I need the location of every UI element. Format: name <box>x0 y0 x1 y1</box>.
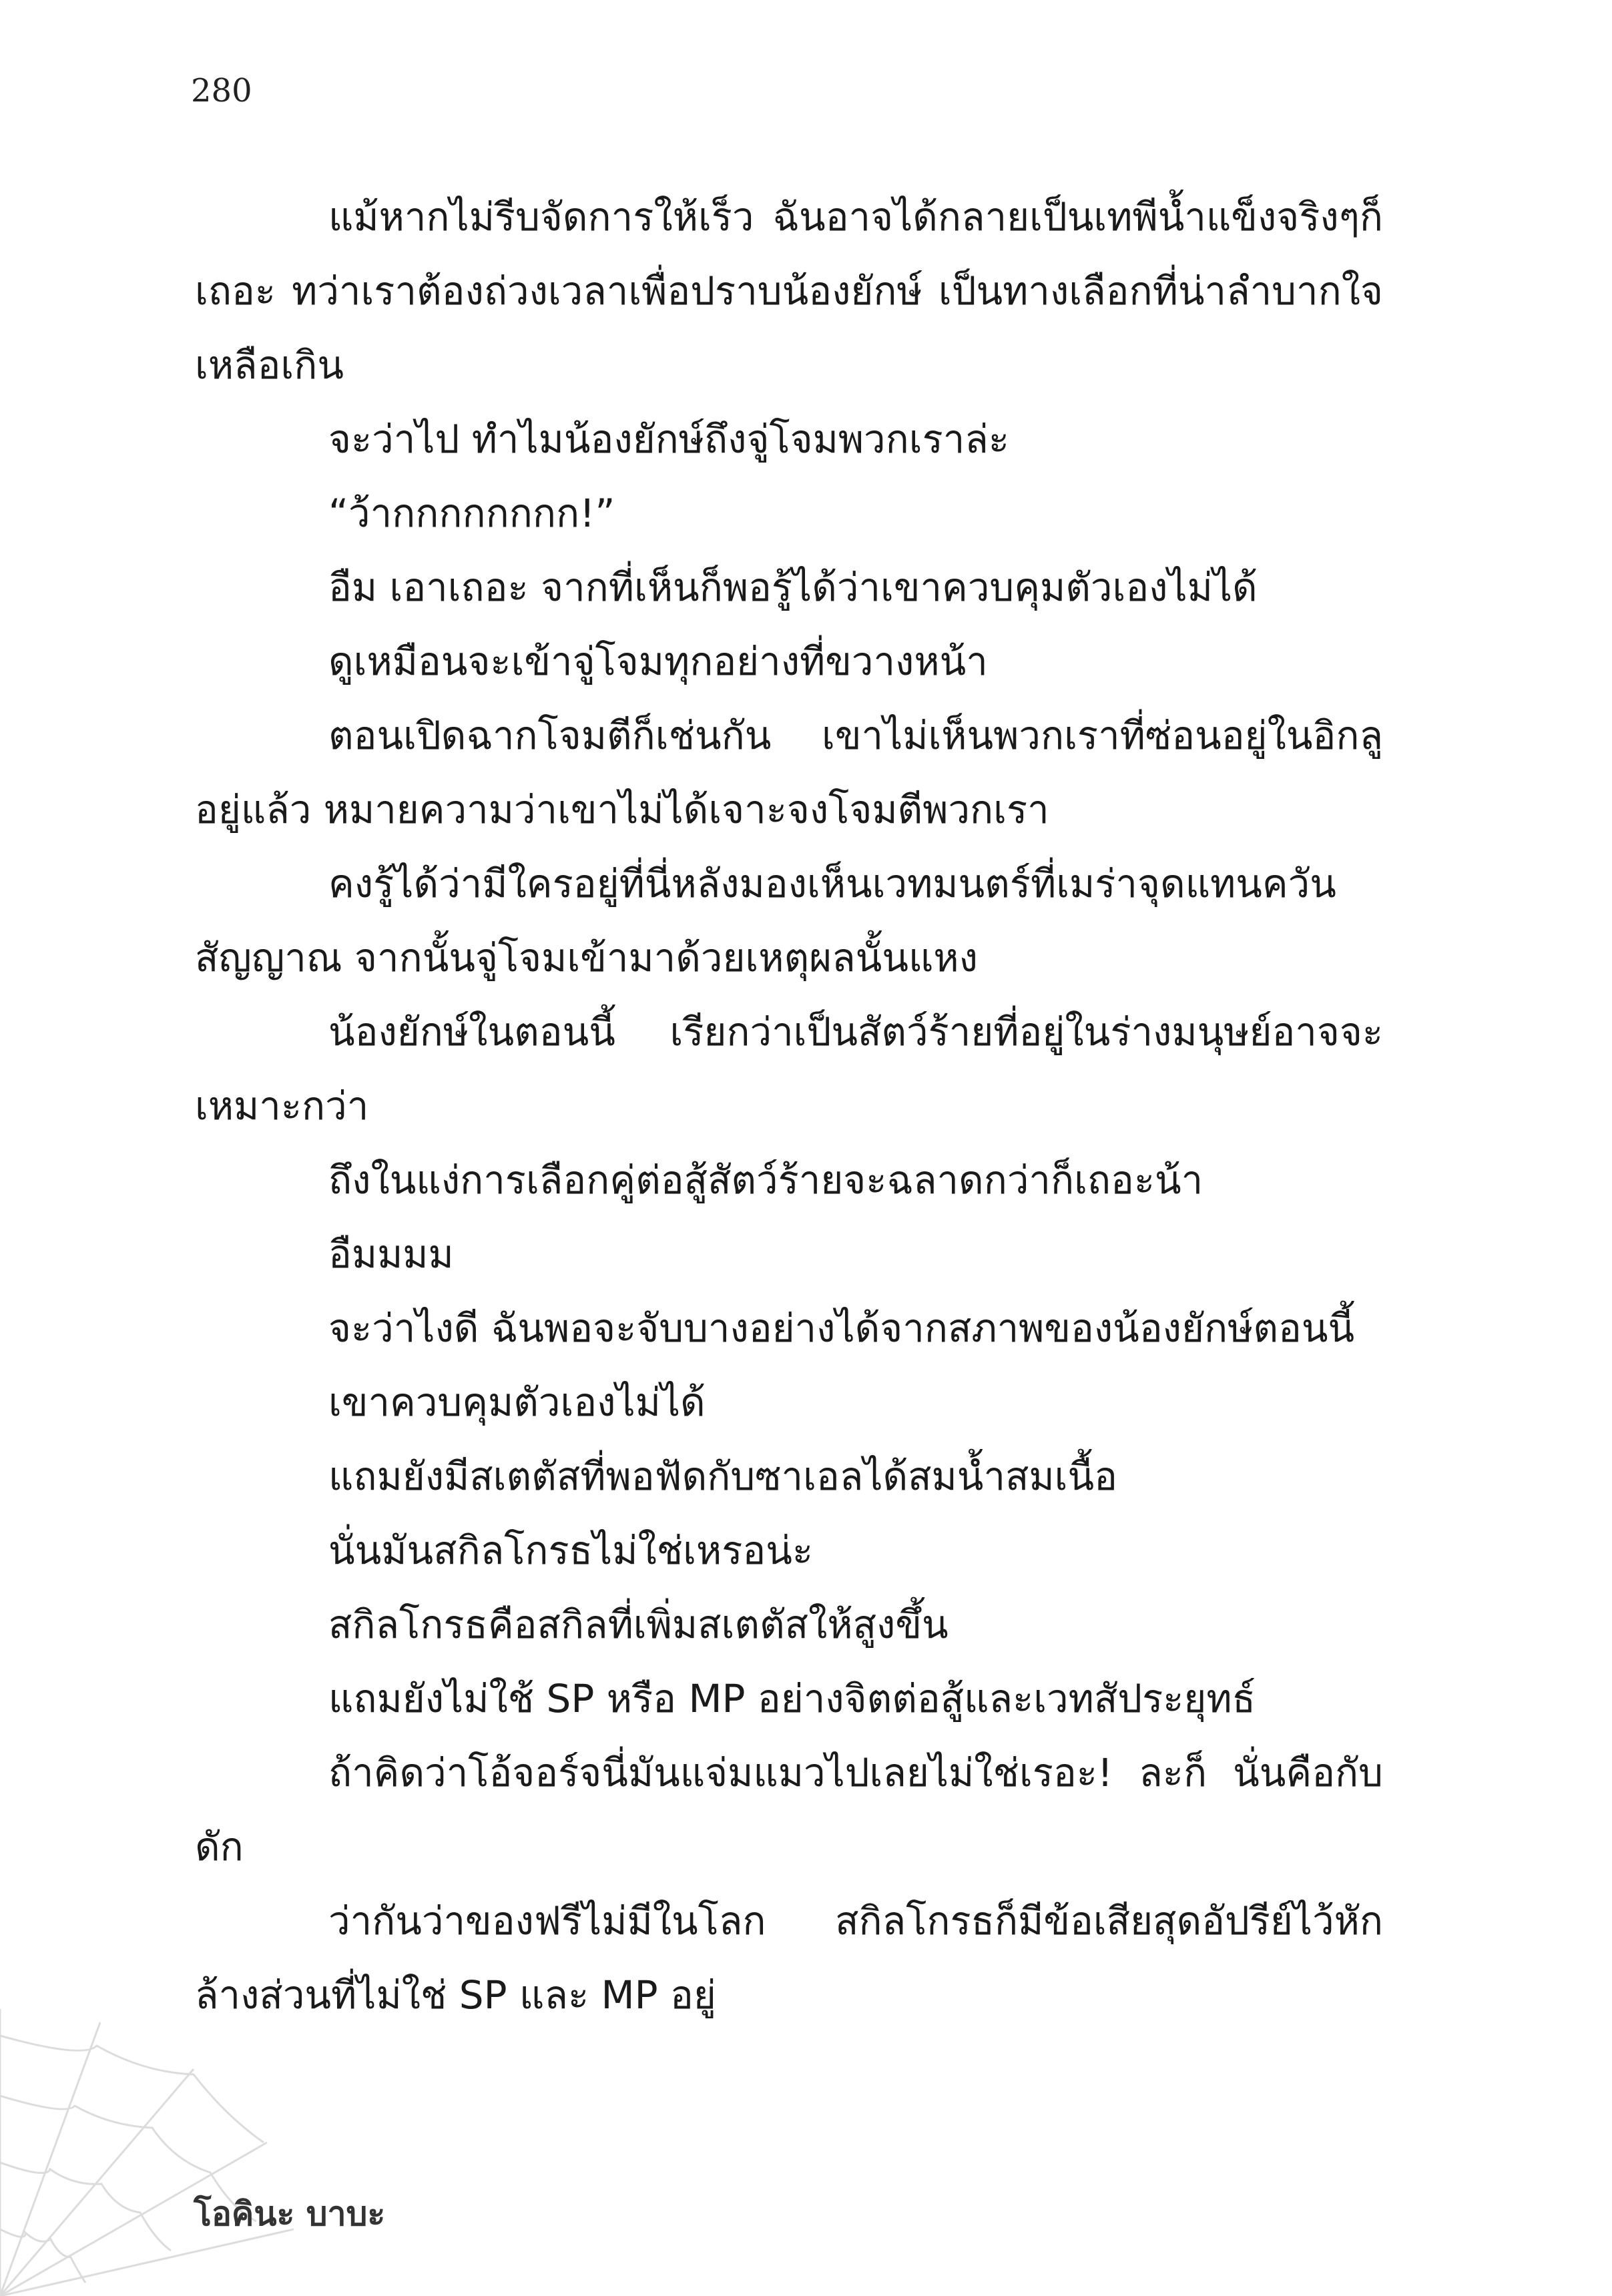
paragraph: แถมยังไม่ใช้ SP หรือ MP อย่างจิตต่อสู้และเวทสัประยุทธ์ <box>328 1676 1256 1721</box>
paragraph: แถมยังมีสเตตัสที่พอฟัดกับซาเอลได้สมน้ำสมเนื้อ <box>328 1454 1117 1499</box>
paragraph: แม้หากไม่รีบจัดการให้เร็ว ฉันอาจได้กลายเป็นเทพีน้ำแข็งจริงๆก็เถอะ ทว่าเราต้องถ่วงเวลาเพื่อปราบน้องยักษ์ เป็นทางเลือกที่น่าลำบากใจเหลือเกิน <box>195 194 1383 388</box>
paragraph: ว่ากันว่าของฟรีไม่มีในโลก สกิลโกรธก็มีข้อเสียสุดอัปรีย์ไว้หักล้างส่วนที่ไม่ใช่ SP และ MP อยู่ <box>195 1898 1383 2018</box>
paragraph: อืมมมม <box>328 1231 454 1277</box>
paragraph: “ว้ากกกกกกกก!” <box>328 491 615 536</box>
paragraph: คงรู้ได้ว่ามีใครอยู่ที่นี่หลังมองเห็นเวทมนตร์ที่เมร่าจุดแทนควันสัญญาณ จากนั้นจู่โจมเข้ามาด้วยเหตุผลนั้นแหง <box>195 861 1336 980</box>
body-text <box>195 180 1383 2032</box>
paragraph: ดูเหมือนจะเข้าจู่โจมทุกอย่างที่ขวางหน้า <box>328 639 988 684</box>
page-number: 280 <box>191 72 252 109</box>
paragraph: อืม เอาเถอะ จากที่เห็นก็พอรู้ได้ว่าเขาควบคุมตัวเองไม่ได้ <box>328 565 1258 610</box>
paragraph: ถ้าคิดว่าโอ้จอร์จนี่มันแจ่มแมวไปเลยไม่ใช่เรอะ! ละก็ นั่นคือกับดัก <box>195 1750 1383 1870</box>
paragraph: เขาควบคุมตัวเองไม่ได้ <box>328 1380 706 1425</box>
paragraph: ถึงในแง่การเลือกคู่ต่อสู้สัตว์ร้ายจะฉลาดกว่าก็เถอะน้า <box>328 1157 1203 1203</box>
paragraph: จะว่าไป ทำไมน้องยักษ์ถึงจู่โจมพวกเราล่ะ <box>328 416 1009 462</box>
paragraph: สกิลโกรธคือสกิลที่เพิ่มสเตตัสให้สูงขึ้น <box>328 1602 949 1647</box>
spider-web-decoration <box>0 2009 294 2296</box>
paragraph: น้องยักษ์ในตอนนี้ เรียกว่าเป็นสัตว์ร้ายที่อยู่ในร่างมนุษย์อาจจะเหมาะกว่า <box>195 1009 1383 1129</box>
paragraph: นั่นมันสกิลโกรธไม่ใช่เหรอน่ะ <box>328 1528 813 1573</box>
paragraph: ตอนเปิดฉากโจมตีก็เช่นกัน เขาไม่เห็นพวกเราที่ซ่อนอยู่ในอิกลูอยู่แล้ว หมายความว่าเขาไม่ได้เจาะจงโจมตีพวกเรา <box>195 713 1383 832</box>
paragraph: จะว่าไงดี ฉันพอจะจับบางอย่างได้จากสภาพของน้องยักษ์ตอนนี้ <box>328 1306 1355 1351</box>
author-name: โอคินะ บาบะ <box>194 2195 386 2233</box>
